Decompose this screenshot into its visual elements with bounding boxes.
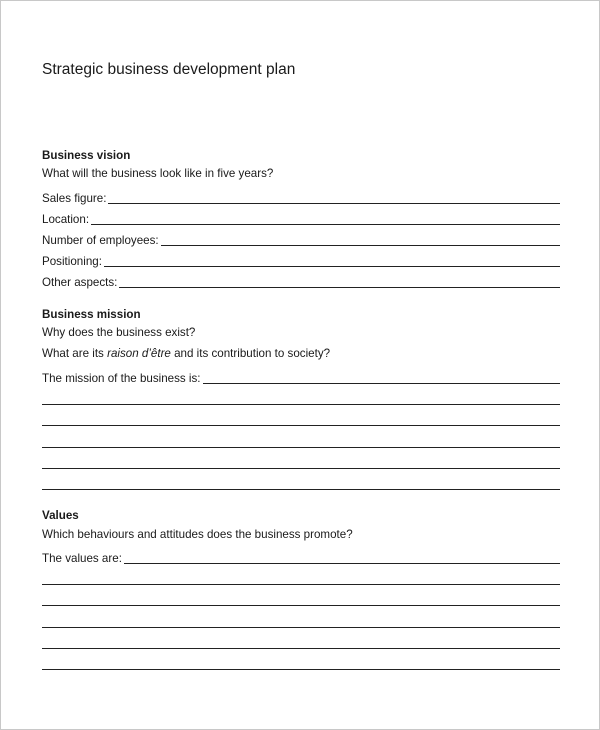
- vision-question: What will the business look like in five years?: [42, 167, 274, 180]
- text: and its contribution to society?: [170, 347, 331, 360]
- answer-line[interactable]: [161, 245, 560, 246]
- answer-line[interactable]: [124, 563, 560, 564]
- answer-line[interactable]: [203, 383, 560, 384]
- values-field[interactable]: [42, 552, 560, 566]
- vision-heading: Business vision: [42, 149, 131, 162]
- employees-field[interactable]: [42, 234, 560, 248]
- values-question: Which behaviours and attitudes does the business promote?: [42, 528, 353, 541]
- values-heading: Values: [42, 509, 79, 522]
- italic-text: raison d’être: [107, 347, 171, 360]
- answer-line[interactable]: [42, 605, 560, 606]
- answer-line[interactable]: [42, 468, 560, 469]
- field-label: Sales figure:: [42, 192, 107, 205]
- field-label: Location:: [42, 213, 90, 226]
- answer-line[interactable]: [104, 266, 560, 267]
- field-label: Positioning:: [42, 255, 102, 268]
- other-aspects-field[interactable]: [42, 276, 560, 290]
- answer-line[interactable]: [42, 404, 560, 405]
- mission-question-2: [42, 347, 560, 361]
- answer-line[interactable]: [42, 425, 560, 426]
- answer-line[interactable]: [108, 203, 560, 204]
- text: What are its: [42, 347, 108, 360]
- positioning-field[interactable]: [42, 255, 560, 269]
- answer-line[interactable]: [42, 584, 560, 585]
- sales-figure-field[interactable]: [42, 192, 560, 206]
- answer-line[interactable]: [42, 648, 560, 649]
- mission-question-1: Why does the business exist?: [42, 326, 196, 339]
- answer-line[interactable]: [42, 447, 560, 448]
- field-label: Number of employees:: [42, 234, 159, 247]
- mission-field[interactable]: [42, 372, 560, 386]
- document-title: Strategic business development plan: [42, 61, 296, 78]
- field-label: The values are:: [42, 552, 122, 565]
- answer-line[interactable]: [42, 627, 560, 628]
- answer-line[interactable]: [91, 224, 560, 225]
- mission-heading: Business mission: [42, 308, 141, 321]
- location-field[interactable]: [42, 213, 560, 227]
- answer-line[interactable]: [42, 669, 560, 670]
- field-label: The mission of the business is:: [42, 372, 201, 385]
- field-label: Other aspects:: [42, 276, 118, 289]
- answer-line[interactable]: [42, 489, 560, 490]
- answer-line[interactable]: [119, 287, 560, 288]
